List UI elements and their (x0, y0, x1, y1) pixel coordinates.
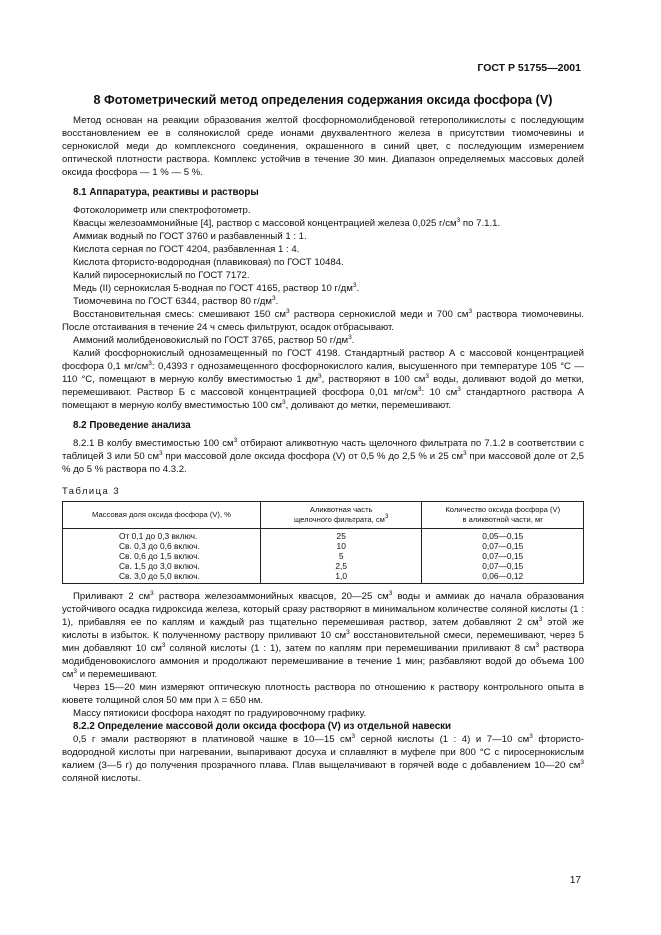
table-row (63, 561, 584, 571)
table-cell: 0,05—0,15 (422, 529, 584, 542)
reagent-item: Аммиак водный по ГОСТ 3760 и разбавленный 1 : 1. (73, 231, 307, 242)
reagent-item: Калий пиросернокислый по ГОСТ 7172. (73, 270, 250, 281)
reagent-item: Кислота серная по ГОСТ 4204, разбавленная 1 : 4. (73, 244, 300, 255)
table-header-row (63, 502, 584, 529)
table-header-cell: Аликвотная часть щелочного фильтрата, $см^3$ (260, 502, 422, 529)
subsection-8-2-title: 8.2 Проведение анализа (73, 420, 191, 431)
table-cell: 0,07—0,15 (422, 561, 584, 571)
table-3 (62, 501, 584, 584)
table-cell: 2,5 (260, 561, 422, 571)
table-cell: 0,06—0,12 (422, 571, 584, 584)
table-cell: 10 (260, 541, 422, 551)
subsection-8-1-title: 8.1 Аппаратура, реактивы и растворы (73, 187, 259, 198)
table-cell: Св. 0,6 до 1,5 включ. (63, 551, 261, 561)
section-title: 8 Фотометрический метод определения содержания оксида фосфора (V) (93, 93, 553, 107)
table-cell: 0,07—0,15 (422, 551, 584, 561)
reagent-item: Фотоколориметр или спектрофотометр. (73, 205, 251, 216)
reagent-item: Аммоний молибденовокислый по ГОСТ 3765, раствор 50 $г/дм^3$. (73, 334, 355, 346)
table-cell: Св. 0,3 до 0,6 включ. (63, 541, 261, 551)
standard-header: ГОСТ Р 51755—2001 (477, 62, 581, 74)
table-header-cell: Количество оксида фосфора (V) в аликвотной части, мг (422, 502, 584, 529)
table-row (63, 541, 584, 551)
paragraph-8-2-1: 8.2.1 В колбу вместимостью 100 $см^3$ отбирают аликвотную часть щелочного фильтрата по 7.1.2 в соответствии с таблицей 3 или 50 $см^3$ при массовой доле оксида фосфора (V) от 0,5 % до 2,5 % и 25 $см^3$ при массовой доле от 2,5 % до 5 % раствора по 4.3.2. (62, 437, 584, 475)
page-number: 17 (569, 875, 581, 886)
table-row (63, 529, 584, 542)
page-content (62, 92, 584, 785)
table-row (63, 571, 584, 584)
table-caption: Таблица 3 (62, 485, 121, 496)
table-cell: Св. 1,5 до 3,0 включ. (63, 561, 261, 571)
measurement-paragraph: Через 15—20 мин измеряют оптическую плотность раствора по отношению к раствору контрольного опыта в кювете толщиной слоя 50 мм при λ = 650 нм. (62, 682, 584, 706)
reagent-item: Кислота фтористо-водородная (плавиковая) по ГОСТ 10484. (73, 257, 344, 268)
reagent-item: Медь (II) сернокислая 5-водная по ГОСТ 4165, раствор 10 $г/дм^3$. (73, 282, 360, 294)
calibration-paragraph: Массу пятиокиси фосфора находят по градуировочному графику. (73, 708, 367, 719)
reagent-item: Калий фосфорнокислый однозамещенный по ГОСТ 4198. Стандартный раствор А с массовой концентрацией фосфора 0,1 $мг/см^3$: 0,4393 г однозамещенного фосфорнокислого калия, высушенного при температуре 105 °С — 110 °С, помещают в мерную колбу вместимостью 1 $дм^3$, растворяют в 100 $см^3$ воды, доливают водой до метки, перемешивают. Раствор Б с массовой концентрацией фосфора 0,01 $мг/см^3$: 10 $см^3$ стандартного раствора А помещают в мерную колбу вместимостью 100 $см^3$, доливают до метки, перемешивают. (62, 348, 584, 411)
intro-paragraph: Метод основан на реакции образования желтой фосфорномолибденовой гетерополикислоты с последующим восстановлением ее в солянокислой среде ионами двухвалентного железа в присутствии тиомочевины и сернокислой меди до комплексного соединения, окрашенного в синий цвет, с последующим измерением оптической плотности раствора. Комплекс устойчив в течение 30 мин. Диапазон определяемых массовых долей оксида фосфора — 1 % — 5 %. (62, 115, 584, 178)
table-header-cell: Массовая доля оксида фосфора (V), % (63, 502, 261, 529)
table-cell: 0,07—0,15 (422, 541, 584, 551)
separate-sample-paragraph: 0,5 г эмали растворяют в платиновой чашке в 10—15 $см^3$ серной кислоты (1 : 4) и 7—10 $см^3$ фтористо-водородной кислоты при нагревании, выпаривают досуха и сплавляют в муфеле при 800 °С с пиросернокислым калием (3—5 г) до получения прозрачного плава. Плав выщелачивают в горячей воде с добавлением 10—20 $см^3$ соляной кислоты. (62, 733, 584, 784)
table-cell: 1,0 (260, 571, 422, 584)
subsection-8-2-2-title: 8.2.2 Определение массовой доли оксида фосфора (V) из отдельной навески (73, 721, 452, 732)
reagent-item: Тиомочевина по ГОСТ 6344, раствор 80 $г/дм^3$. (73, 295, 279, 307)
table-cell: Св. 3,0 до 5,0 включ. (63, 571, 261, 584)
reagent-item: Квасцы железоаммонийные [4], раствор с массовой концентрацией железа 0,025 $г/см^3$ по 7.1.1. (73, 217, 501, 229)
table-row (63, 551, 584, 561)
table-cell: 5 (260, 551, 422, 561)
table-cell: 25 (260, 529, 422, 542)
table-cell: От 0,1 до 0,3 включ. (63, 529, 261, 542)
procedure-paragraph: Приливают 2 $см^3$ раствора железоаммонийных квасцов, 20—25 $см^3$ воды и аммиак до начала образования устойчивого осадка гидроксида железа, который сразу растворяют в минимальном количестве соляной кислоты (1 : 1), прибавляя ее по каплям и каждый раз тщательно перемешивая раствор, затем добавляют 2 $см^3$ этой же кислоты в избыток. К полученному раствору приливают 10 $см^3$ восстановительной смеси, перемешивают, через 5 мин добавляют 10 $см^3$ соляной кислоты (1 : 1), затем по каплям при перемешивании приливают 8 $см^3$ раствора модибденовокислого аммония и продолжают перемешивание в течение 1 мин; разбавляют водой до объема 100 $см^3$ и перемешивают. (62, 590, 584, 680)
reagent-item: Восстановительная смесь: смешивают 150 $см^3$ раствора сернокислой меди и 700 $см^3$ раствора тиомочевины. После отстаивания в течение 24 ч смесь фильтруют, осадок отбрасывают. (62, 308, 584, 333)
